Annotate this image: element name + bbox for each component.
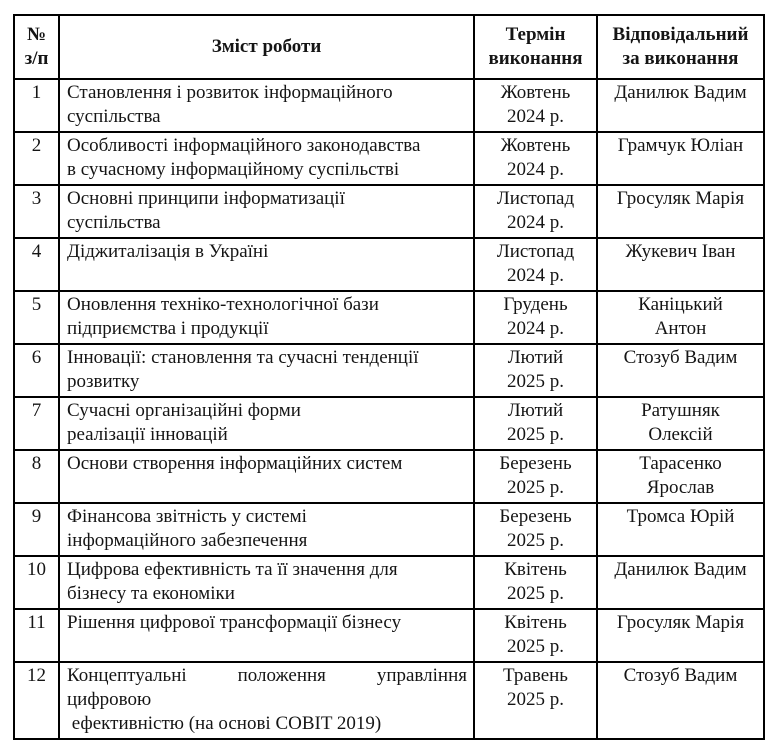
cell-line: в сучасному інформаційному суспільстві: [67, 159, 400, 180]
cell-line: Травень: [503, 665, 568, 686]
work-schedule-table: [13, 14, 765, 740]
work-schedule-document: [13, 14, 765, 740]
cell-line: Жовтень: [500, 82, 571, 103]
cell-responsible: [597, 397, 764, 450]
cell-line: Фінансова звітність у системі: [67, 506, 307, 527]
cell-content: [59, 556, 474, 609]
cell-line: Листопад: [496, 188, 575, 209]
column-header-num: [14, 15, 59, 79]
cell-term: [474, 291, 597, 344]
cell-term: [474, 79, 597, 132]
cell-line: 2025 р.: [507, 530, 564, 551]
cell-num: 5: [14, 291, 59, 344]
table-row: [14, 450, 764, 503]
cell-line: підприємства і продукції: [67, 318, 269, 339]
cell-term: [474, 609, 597, 662]
cell-content: [59, 503, 474, 556]
cell-line: Олексій: [648, 424, 713, 445]
cell-line: Тромса Юрій: [626, 506, 735, 527]
cell-line: ефективністю (на основі COBIT 2019): [67, 713, 382, 734]
cell-term: [474, 662, 597, 739]
cell-line-justified: [67, 664, 467, 688]
cell-line: 2025 р.: [507, 371, 564, 392]
cell-responsible: [597, 609, 764, 662]
cell-line: Данилюк Вадим: [614, 559, 747, 580]
cell-line: суспільства: [67, 106, 161, 127]
cell-line: Гросуляк Марія: [616, 188, 745, 209]
cell-line: 2025 р.: [507, 477, 564, 498]
table-row: [14, 556, 764, 609]
cell-line: 2024 р.: [507, 318, 564, 339]
cell-responsible: [597, 238, 764, 291]
cell-responsible: [597, 291, 764, 344]
cell-num: 10: [14, 556, 59, 609]
cell-line: Відповідальний: [612, 24, 749, 45]
cell-line: Квітень: [504, 612, 567, 633]
cell-line: за виконання: [622, 48, 739, 69]
cell-line: 2024 р.: [507, 212, 564, 233]
table-row: [14, 79, 764, 132]
cell-num: 1: [14, 79, 59, 132]
cell-line: Стозуб Вадим: [623, 347, 738, 368]
cell-line: Основні принципи інформатизації: [67, 188, 345, 209]
cell-line: 2024 р.: [507, 106, 564, 127]
cell-line: Особливості інформаційного законодавства: [67, 135, 421, 156]
cell-line: бізнесу та економіки: [67, 583, 235, 604]
cell-line: Лютий: [507, 400, 564, 421]
table-body: [14, 79, 764, 739]
cell-responsible: [597, 132, 764, 185]
cell-num: 8: [14, 450, 59, 503]
table-row: [14, 397, 764, 450]
cell-line: розвитку: [67, 371, 140, 392]
cell-line: виконання: [488, 48, 583, 69]
cell-content: [59, 238, 474, 291]
table-row: [14, 291, 764, 344]
cell-num: 4: [14, 238, 59, 291]
cell-num: 12: [14, 662, 59, 739]
cell-content: [59, 132, 474, 185]
cell-line: Діджиталізація в Україні: [67, 241, 269, 262]
table-row: [14, 132, 764, 185]
cell-line: Грудень: [503, 294, 568, 315]
cell-line: Жукевич Іван: [625, 241, 736, 262]
cell-line: 2024 р.: [507, 265, 564, 286]
cell-line: 2025 р.: [507, 583, 564, 604]
cell-line: Березень: [499, 506, 572, 527]
cell-num: 2: [14, 132, 59, 185]
cell-line: інформаційного забезпечення: [67, 530, 308, 551]
column-header-term: [474, 15, 597, 79]
cell-line: Тарасенко: [639, 453, 722, 474]
cell-responsible: [597, 662, 764, 739]
cell-line: суспільства: [67, 212, 161, 233]
column-header-responsible: [597, 15, 764, 79]
cell-line: Зміст роботи: [211, 36, 322, 57]
cell-line: Грамчук Юліан: [617, 135, 744, 156]
cell-term: [474, 450, 597, 503]
cell-responsible: [597, 79, 764, 132]
cell-line: Ярослав: [646, 477, 715, 498]
header-row: [14, 15, 764, 79]
cell-term: [474, 556, 597, 609]
table-row: [14, 238, 764, 291]
cell-line: 2024 р.: [507, 159, 564, 180]
cell-content: [59, 609, 474, 662]
table-row: [14, 609, 764, 662]
cell-line: Каніцький: [638, 294, 723, 315]
cell-term: [474, 238, 597, 291]
word: положення: [237, 665, 326, 686]
cell-term: [474, 397, 597, 450]
cell-content: [59, 450, 474, 503]
cell-line: 2025 р.: [507, 424, 564, 445]
cell-line: Становлення і розвиток інформаційного: [67, 82, 393, 103]
cell-line: Сучасні організаційні форми: [67, 400, 301, 421]
column-header-content: [59, 15, 474, 79]
cell-responsible: [597, 185, 764, 238]
cell-line: Гросуляк Марія: [616, 612, 745, 633]
table-row: [14, 185, 764, 238]
cell-line: цифровою: [67, 689, 152, 710]
cell-num: 9: [14, 503, 59, 556]
cell-content: [59, 397, 474, 450]
table-row: [14, 503, 764, 556]
cell-line: Ратушняк: [641, 400, 720, 421]
table-row: [14, 662, 764, 739]
cell-line: 2025 р.: [507, 636, 564, 657]
cell-num: 11: [14, 609, 59, 662]
cell-line: Данилюк Вадим: [614, 82, 747, 103]
table-row: [14, 344, 764, 397]
cell-content: [59, 185, 474, 238]
cell-term: [474, 185, 597, 238]
cell-line: Оновлення техніко-технологічної бази: [67, 294, 379, 315]
cell-line: з/п: [24, 48, 49, 69]
cell-line: Інновації: становлення та сучасні тенденції: [67, 347, 419, 368]
cell-line: Антон: [654, 318, 707, 339]
cell-line: Листопад: [496, 241, 575, 262]
cell-responsible: [597, 503, 764, 556]
cell-num: 3: [14, 185, 59, 238]
cell-line: №: [26, 24, 47, 45]
cell-content: [59, 291, 474, 344]
cell-term: [474, 344, 597, 397]
cell-line: Термін: [505, 24, 566, 45]
cell-num: 7: [14, 397, 59, 450]
cell-line: Жовтень: [500, 135, 571, 156]
cell-term: [474, 503, 597, 556]
cell-line: Основи створення інформаційних систем: [67, 453, 403, 474]
cell-content: [59, 344, 474, 397]
cell-content: [59, 79, 474, 132]
word: управління: [376, 665, 467, 686]
cell-num: 6: [14, 344, 59, 397]
cell-line: Березень: [499, 453, 572, 474]
cell-line: Рішення цифрової трансформації бізнесу: [67, 612, 402, 633]
cell-line: Цифрова ефективність та її значення для: [67, 559, 398, 580]
cell-responsible: [597, 556, 764, 609]
cell-content: [59, 662, 474, 739]
cell-line: Лютий: [507, 347, 564, 368]
cell-line: 2025 р.: [507, 689, 564, 710]
cell-term: [474, 132, 597, 185]
cell-responsible: [597, 450, 764, 503]
cell-line: Стозуб Вадим: [623, 665, 738, 686]
word: Концептуальні: [67, 665, 187, 686]
cell-responsible: [597, 344, 764, 397]
cell-line: реалізації інновацій: [67, 424, 228, 445]
cell-line: Квітень: [504, 559, 567, 580]
